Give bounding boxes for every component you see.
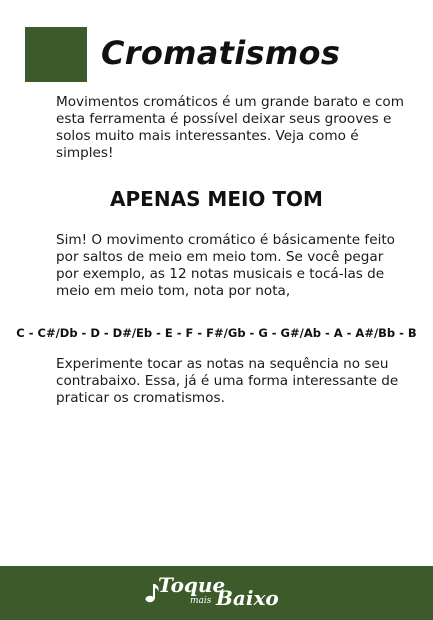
logo-word-toque: Toque [158, 573, 226, 597]
chromatic-notes-sequence: C - C#/Db - D - D#/Eb - E - F - F#/Gb - G - G#/Ab - A - A#/Bb - B [16, 326, 417, 340]
page-title: Cromatismos [101, 34, 341, 72]
closing-paragraph: Experimente tocar as notas na sequência no seu contrabaixo. Essa, já é uma forma interessante de praticar os cromatismos. [56, 356, 399, 406]
header-accent-square [25, 27, 87, 82]
intro-paragraph: Movimentos cromáticos é um grande barato e com esta ferramenta é possível deixar seus grooves e solos muito mais interessantes. Veja como é simples! [56, 94, 404, 161]
brand-logo [140, 572, 300, 616]
logo-word-mais: mais [190, 596, 212, 606]
section-body-paragraph: Sim! O movimento cromático é básicamente feito por saltos de meio em meio tom. Se você pegar por exemplo, as 12 notas musicais e tocá-las de meio em meio tom, nota por nota, [56, 232, 395, 299]
footer-bar [0, 566, 433, 620]
logo-word-baixo: Baixo [216, 586, 279, 610]
section-subtitle: APENAS MEIO TOM [110, 187, 323, 211]
